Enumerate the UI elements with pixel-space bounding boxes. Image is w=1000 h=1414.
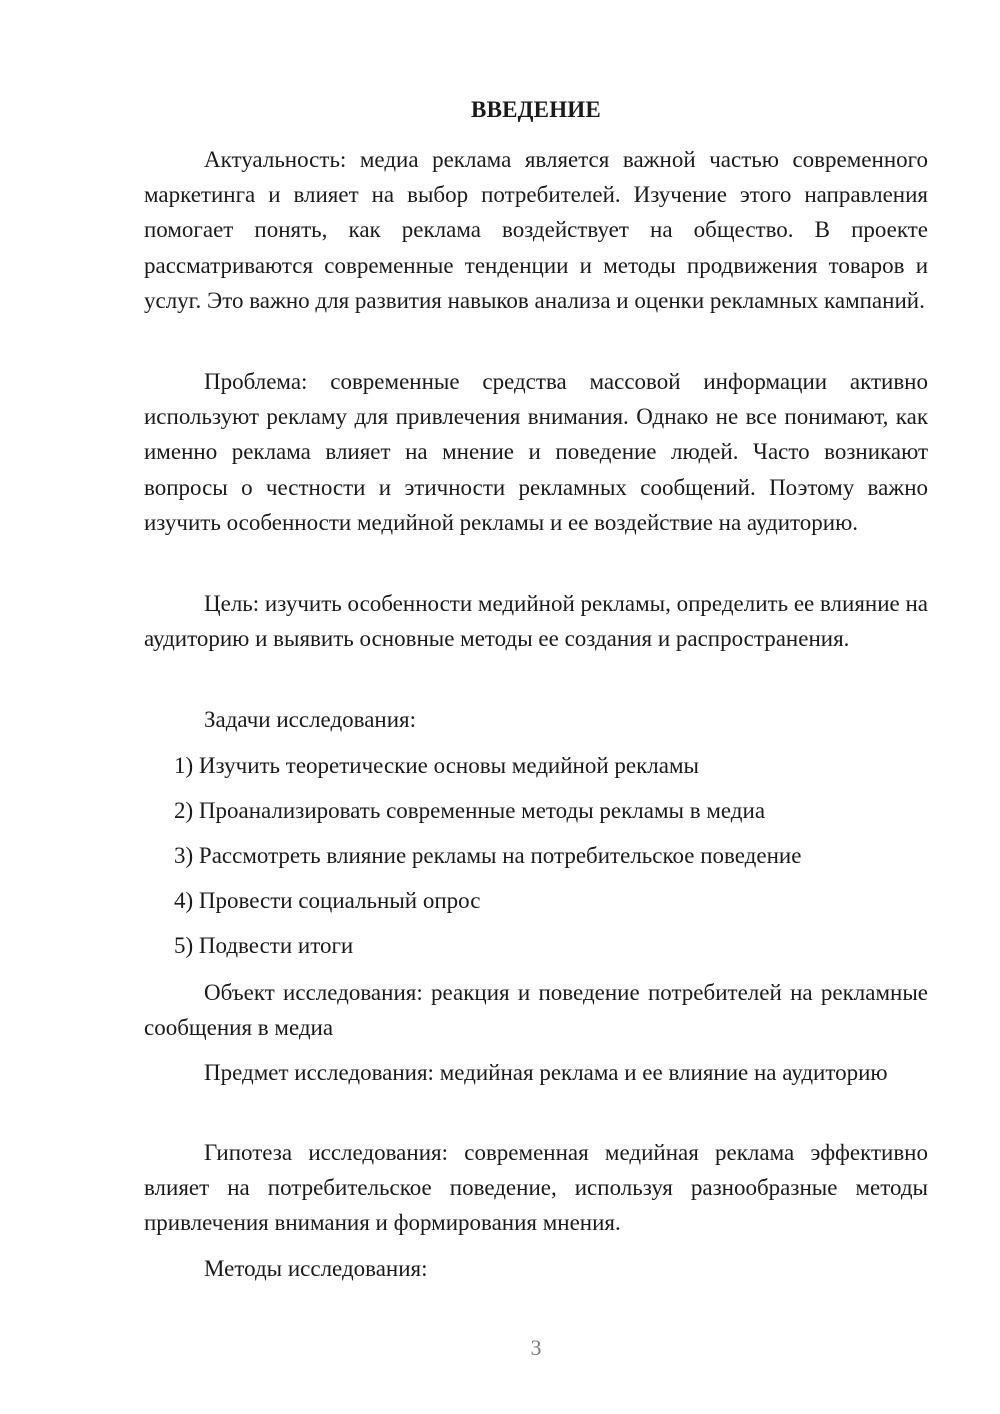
page-number: 3: [530, 1335, 542, 1360]
task-item-4: 4) Провести социальный опрос: [174, 888, 481, 913]
task-item-2: 2) Проанализировать современные методы рекламы в медиа: [174, 798, 766, 823]
task-item-1: 1) Изучить теоретические основы медийной рекламы: [174, 753, 699, 778]
object-paragraph: Объект исследования: реакция и поведение потребителей на рекламные сообщения в медиа: [144, 980, 928, 1041]
subject-paragraph: Предмет исследования: медийная реклама и ее влияние на аудиторию: [204, 1060, 888, 1085]
hypothesis-paragraph: Гипотеза исследования: современная медийная реклама эффективно влияет на потребительское поведение, используя разнообразные методы привлечения внимания и формирования мнения.: [144, 1140, 928, 1236]
task-item-5: 5) Подвести итоги: [174, 933, 354, 958]
section-heading: ВВЕДЕНИЕ: [471, 97, 601, 122]
methods-heading: Методы исследования:: [204, 1256, 428, 1281]
task-item-3: 3) Рассмотреть влияние рекламы на потребительское поведение: [174, 843, 802, 868]
problem-paragraph: Проблема: современные средства массовой информации активно используют рекламу для привлечения внимания. Однако не все понимают, как именно реклама влияет на мнение и поведение людей. Часто возникают вопросы о честности и этичности рекламных сообщений. Поэтому важно изучить особенности медийной рекламы и ее воздействие на аудиторию.: [144, 369, 928, 535]
goal-paragraph: Цель: изучить особенности медийной рекламы, определить ее влияние на аудиторию и выявить основные методы ее создания и распространения.: [144, 591, 929, 652]
tasks-heading: Задачи исследования:: [204, 707, 417, 732]
relevance-paragraph: Актуальность: медиа реклама является важной частью современного маркетинга и влияет на выбор потребителей. Изучение этого направления помогает понять, как реклама воздействует на общество. В проекте рассматриваются современные тенденции и методы продвижения товаров и услуг. Это важно для развития навыков анализа и оценки рекламных кампаний.: [144, 147, 928, 313]
